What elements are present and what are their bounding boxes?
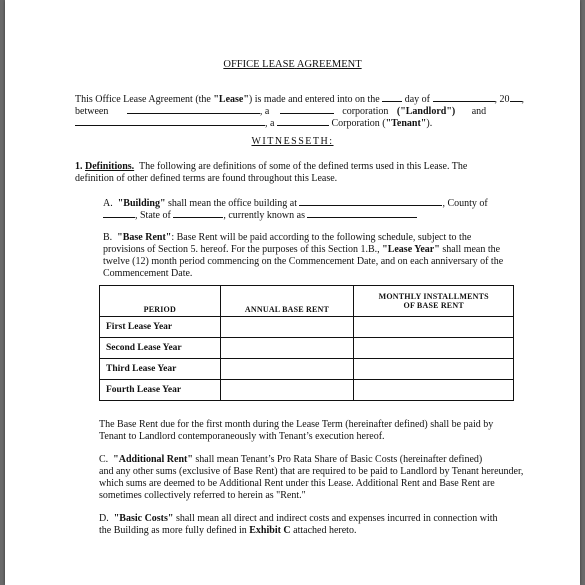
building-address-blank[interactable] (299, 196, 442, 206)
building-line-2 (103, 208, 417, 222)
header-period (100, 286, 221, 317)
basic-costs-text: the Building as more fully defined in (99, 525, 250, 536)
month-blank[interactable] (433, 92, 495, 102)
first-month-line-2 (99, 431, 385, 443)
landlord-name-blank[interactable] (127, 104, 260, 114)
intro-line-3 (75, 116, 432, 130)
first-month-text: The Base Rent due for the first month during the Lease Term (hereinafter defined) shall be paid by (99, 419, 494, 430)
known-as-blank[interactable] (307, 208, 417, 218)
annual-rent-cell[interactable] (220, 338, 354, 359)
base-rent-text: provisions of Section 5. hereof. For the purposes of this Section 1.B., (103, 244, 383, 255)
base-rent-term: "Base Rent" (117, 232, 172, 243)
additional-rent-text: and any other sums (exclusive of Base Rent) that are required to be paid to Landlord by Tenant hereunder, (99, 466, 524, 477)
state-blank[interactable] (173, 208, 223, 218)
definitions-text: definition of other defined terms are found throughout this Lease. (75, 173, 338, 184)
basic-costs-text: attached hereto. (290, 525, 357, 536)
intro-text: ) is made and entered into on the (248, 94, 380, 105)
clause-letter: A. (103, 198, 113, 209)
intro-text: and (471, 106, 487, 117)
intro-text: between (75, 106, 109, 117)
header-text: OF BASE RENT (403, 301, 464, 310)
header-text: ANNUAL BASE RENT (244, 305, 330, 314)
title-word-agreement: AGREEMENT (296, 59, 362, 70)
basic-costs-line-1 (99, 513, 498, 525)
building-text: , currently known as (223, 210, 305, 221)
tenant-name-blank[interactable] (75, 116, 265, 126)
header-annual-base-rent (220, 286, 354, 317)
annual-rent-cell[interactable] (220, 317, 354, 338)
base-rent-line-1 (103, 232, 471, 244)
basic-costs-text: shall mean all direct and indirect costs and expenses incurred in connection with (173, 513, 498, 524)
landlord-term: ("Landlord") (396, 106, 456, 117)
additional-rent-term: "Additional Rent" (113, 454, 193, 465)
intro-text: This Office Lease Agreement (the (75, 94, 214, 105)
header-monthly-installments (354, 286, 514, 317)
section-number: 1. (75, 161, 83, 172)
title-word-office: OFFICE (223, 59, 263, 70)
intro-text: day of (404, 94, 430, 105)
building-text: shall mean the office building at (168, 198, 297, 209)
annual-rent-cell[interactable] (220, 380, 354, 401)
table-row (100, 317, 514, 338)
definitions-line-1 (75, 161, 467, 173)
lease-term: "Lease" (213, 94, 249, 105)
clause-letter: C. (99, 454, 109, 465)
period-cell: Third Lease Year (100, 359, 221, 380)
base-rent-text: : Base Rent will be paid according to the following schedule, subject to the (171, 232, 472, 243)
day-blank[interactable] (382, 92, 402, 102)
additional-rent-text: sometimes collectively referred to herein as "Rent." (99, 490, 306, 501)
intro-text: , (521, 94, 524, 105)
intro-text: , a (265, 118, 275, 129)
additional-rent-line-3 (99, 478, 495, 490)
base-rent-text: Commencement Date. (103, 268, 193, 279)
building-text: , State of (135, 210, 171, 221)
header-text: MONTHLY INSTALLMENTS (378, 292, 489, 301)
base-rent-table (99, 285, 514, 401)
monthly-rent-cell[interactable] (354, 380, 514, 401)
monthly-rent-cell[interactable] (354, 359, 514, 380)
basic-costs-term: "Basic Costs" (113, 513, 174, 524)
witnesseth-heading: WITNESSETH: (251, 136, 334, 147)
clause-letter: D. (99, 513, 109, 524)
additional-rent-line-4 (99, 490, 306, 502)
lease-year-term: "Lease Year" (382, 244, 440, 255)
monthly-rent-cell[interactable] (354, 317, 514, 338)
basic-costs-line-2 (99, 525, 356, 537)
county-blank[interactable] (103, 208, 135, 218)
period-cell: Second Lease Year (100, 338, 221, 359)
intro-text: Corporation ( (331, 118, 386, 129)
exhibit-c-link: Exhibit C (249, 525, 291, 536)
intro-text: , 20 (494, 94, 510, 105)
base-rent-line-3 (103, 256, 503, 268)
table-header-row (100, 286, 514, 317)
table-row (100, 338, 514, 359)
base-rent-line-2 (103, 244, 500, 256)
tenant-term: "Tenant" (385, 118, 427, 129)
base-rent-text: shall mean the (439, 244, 501, 255)
additional-rent-line-2 (99, 466, 523, 478)
period-cell: Fourth Lease Year (100, 380, 221, 401)
additional-rent-line-1 (99, 454, 482, 466)
year-blank[interactable] (510, 92, 522, 102)
building-text: , County of (442, 198, 488, 209)
clause-letter: B. (103, 232, 113, 243)
title-word-lease: LEASE (262, 59, 295, 70)
definitions-line-2 (75, 173, 337, 185)
base-rent-line-4 (103, 268, 192, 280)
first-month-line-1 (99, 419, 493, 431)
tenant-state-blank[interactable] (277, 116, 329, 126)
intro-text: , a (259, 106, 270, 117)
period-cell: First Lease Year (100, 317, 221, 338)
definitions-text: The following are definitions of some of the defined terms used in this Lease. The (139, 161, 468, 172)
document-title (5, 59, 580, 71)
first-month-text: Tenant to Landlord contemporaneously with Tenant’s execution hereof. (99, 431, 385, 442)
landlord-state-blank[interactable] (280, 104, 334, 114)
header-text: PERIOD (143, 305, 176, 314)
intro-text: corporation (342, 106, 389, 117)
annual-rent-cell[interactable] (220, 359, 354, 380)
document-page (5, 0, 580, 585)
base-rent-text: twelve (12) month period commencing on the Commencement Date, and on each anniversary of the (103, 256, 504, 267)
intro-text: ). (426, 118, 433, 129)
monthly-rent-cell[interactable] (354, 338, 514, 359)
table-row (100, 380, 514, 401)
table-row (100, 359, 514, 380)
building-term: "Building" (117, 198, 166, 209)
additional-rent-text: shall mean Tenant’s Pro Rata Share of Basic Costs (hereinafter defined) (192, 454, 483, 465)
definitions-heading: Definitions. (85, 161, 135, 172)
additional-rent-text: which sums are deemed to be Additional Rent under this Lease. Additional Rent and Base Rent are (99, 478, 495, 489)
